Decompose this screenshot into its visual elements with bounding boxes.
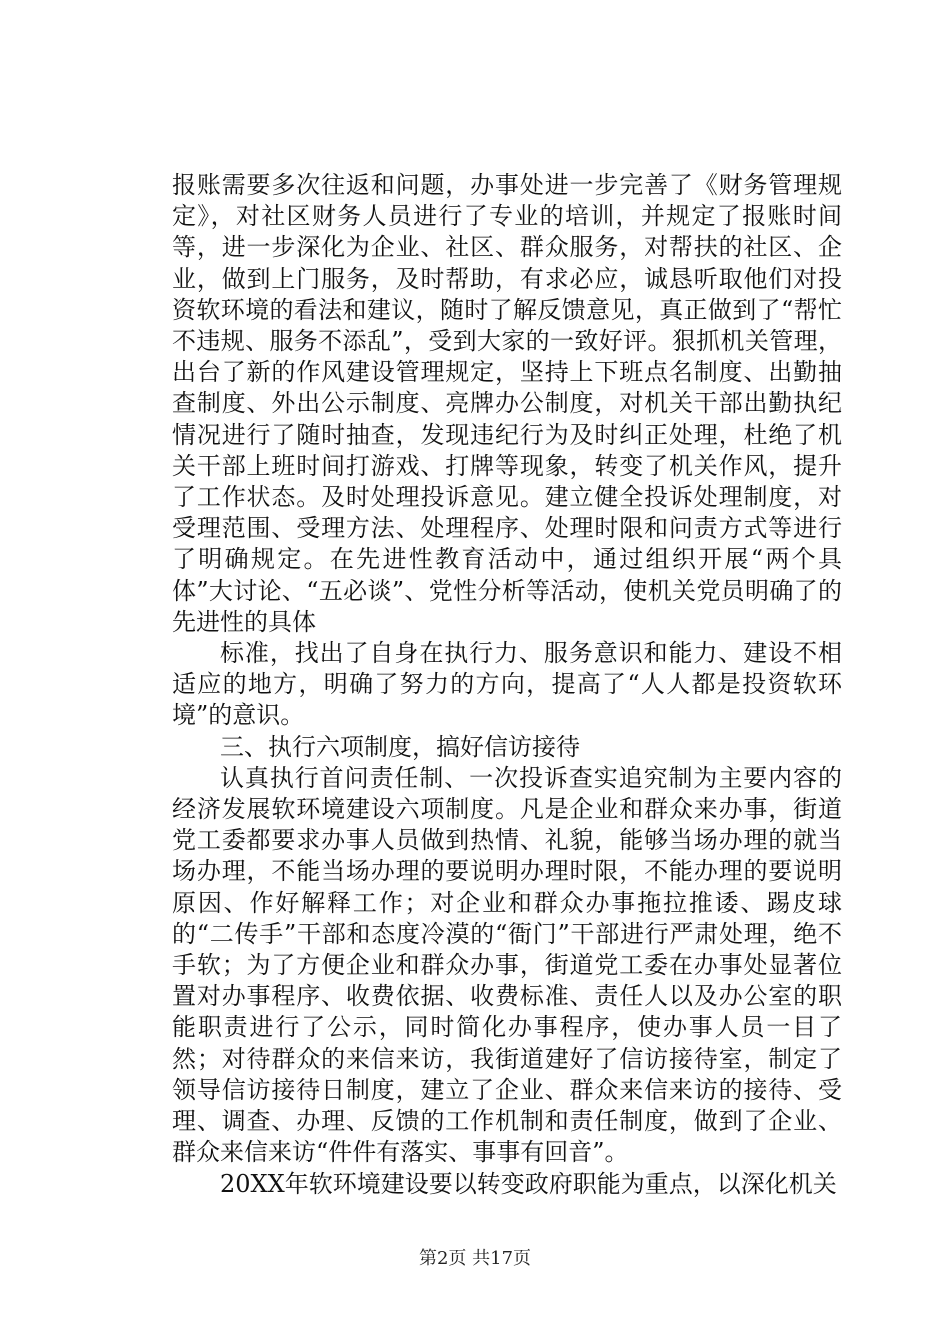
section-heading: 三、执行六项制度，搞好信访接待: [220, 732, 580, 761]
paragraph: 标准，找出了自身在执行力、服务意识和能力、建设不相适应的地方，明确了努力的方向，提高了“人人都是投资软环境”的意识。: [172, 639, 842, 730]
page-number-footer: 第2页 共17页: [418, 1248, 532, 1269]
paragraph-continuation: 报账需要多次往返和问题，办事处进一步完善了《财务管理规定》，对社区财务人员进行了专业的培训，并规定了报账时间等，进一步深化为企业、社区、群众服务，对帮扶的社区、企业，做到上门服务，及时帮助，有求必应，诚恳听取他们对投资软环境的看法和建议，随时了解反馈意见，真正做到了“帮忙不违规、服务不添乱”，受到大家的一致好评。狠抓机关管理，出台了新的作风建设管理规定，坚持上下班点名制度、出勤抽查制度、外出公示制度、亮牌办公制度，对机关干部出勤执纪情况进行了随时抽查，发现违纪行为及时纠正处理，杜绝了机关干部上班时间打游戏、打牌等现象，转变了机关作风，提升了工作状态。及时处理投诉意见。建立健全投诉处理制度，对受理范围、受理方法、处理程序、处理时限和问责方式等进行了明确规定。在先进性教育活动中，通过组织开展“两个具体”大讨论、“五必谈”、党性分析等活动，使机关党员明确了的先进性的具体: [172, 171, 842, 636]
paragraph: 20XX年软环境建设要以转变政府职能为重点，以深化机关: [220, 1169, 837, 1198]
document-body: [172, 170, 842, 1200]
paragraph: 认真执行首问责任制、一次投诉查实追究制为主要内容的经济发展软环境建设六项制度。凡是企业和群众来办事，街道党工委都要求办事人员做到热情、礼貌，能够当场办理的就当场办理，不能当场办理的要说明办理时限，不能办理的要说明原因、作好解释工作；对企业和群众办事拖拉推诿、踢皮球的“二传手”干部和态度冷漠的“衙门”干部进行严肃处理，绝不手软；为了方便企业和群众办事，街道党工委在办事处显著位置对办事程序、收费依据、收费标准、责任人以及办公室的职能职责进行了公示，同时简化办事程序，使办事人员一目了然；对待群众的来信来访，我街道建好了信访接待室，制定了领导信访接待日制度，建立了企业、群众来信来访的接待、受理、调查、办理、反馈的工作机制和责任制度，做到了企业、群众来信来访“件件有落实、事事有回音”。: [172, 763, 842, 1167]
